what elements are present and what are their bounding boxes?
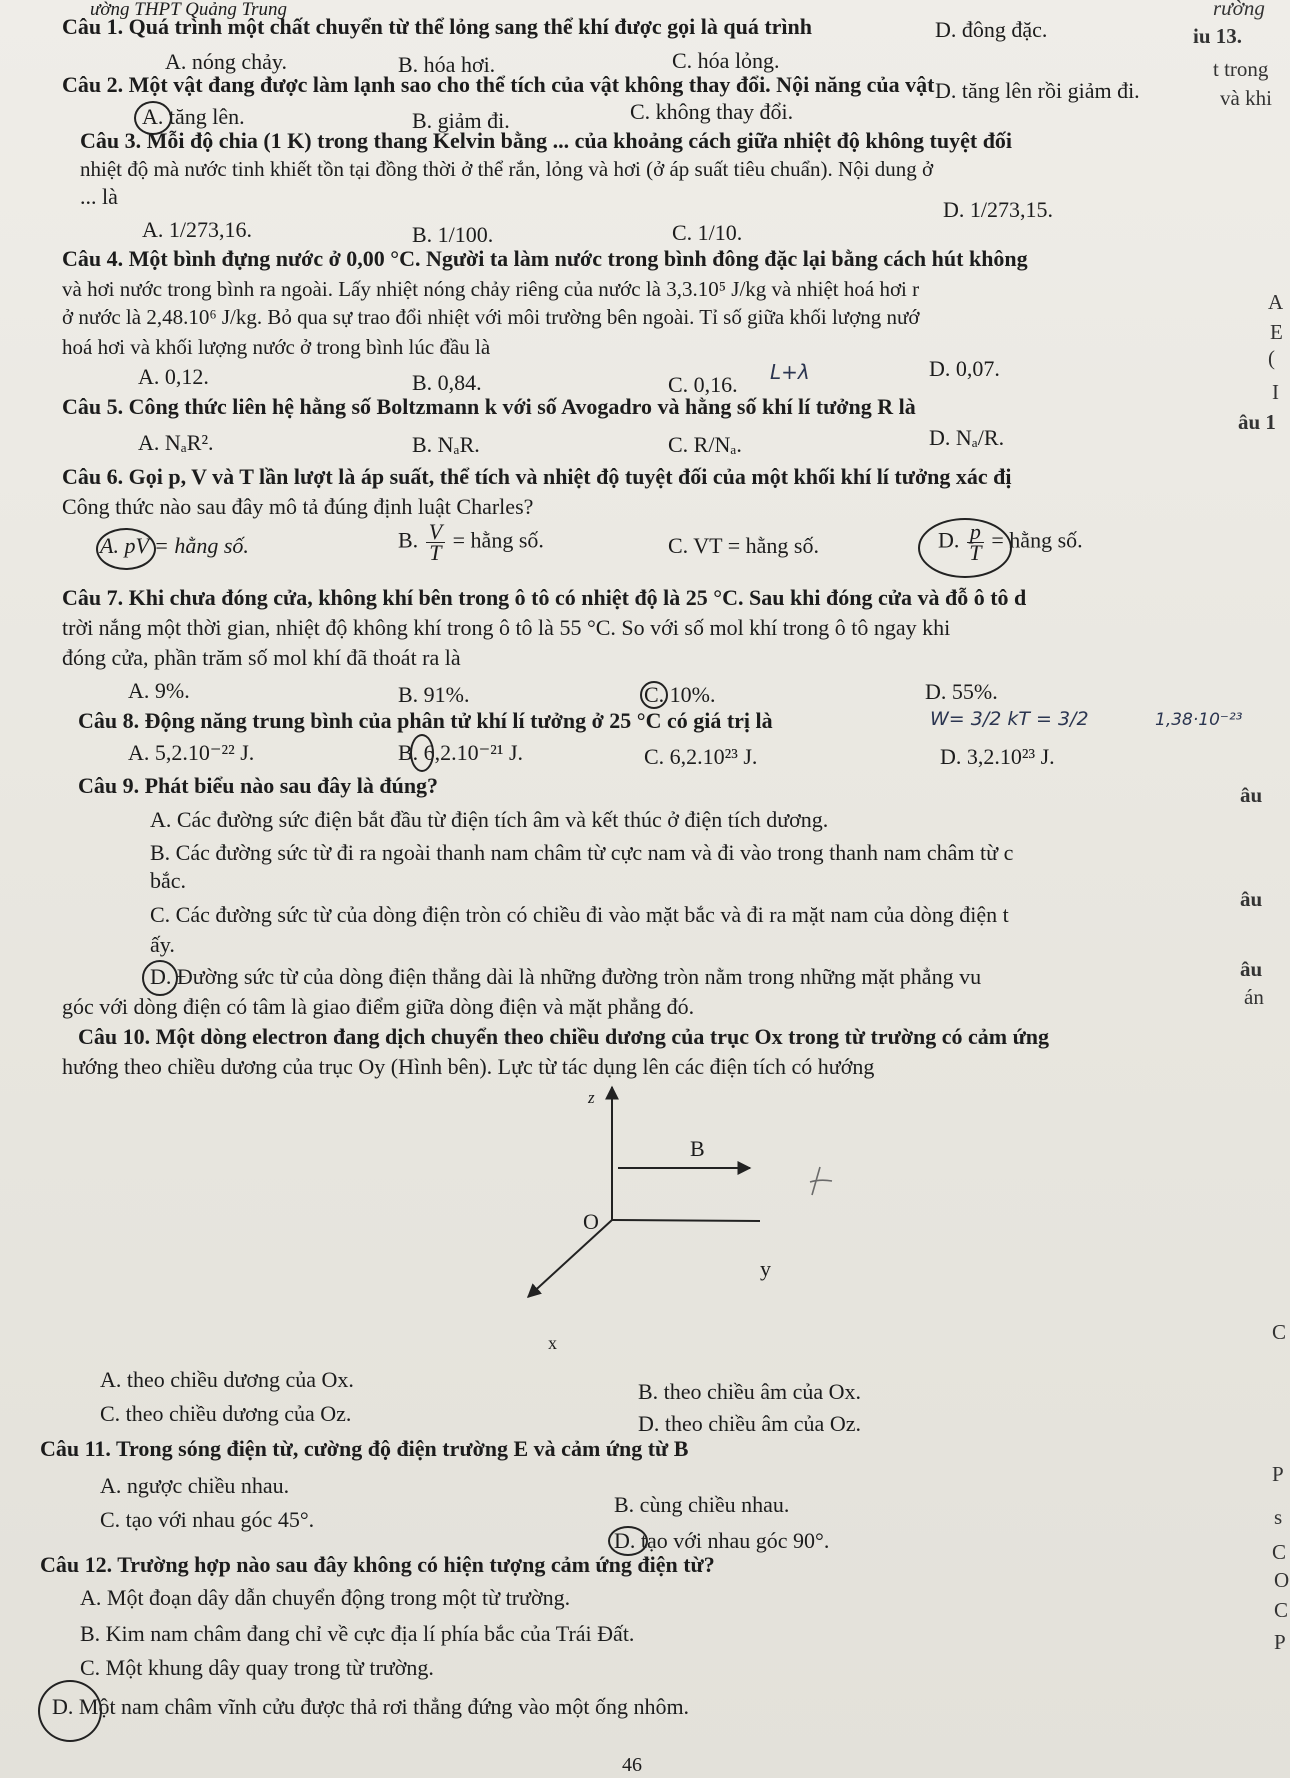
q12-option-a[interactable]: A. Một đoạn dây dẫn chuyển động trong một từ trường. [80,1585,571,1610]
q6-option-b[interactable]: B. $\frac{V}{T}$ = hằng số. [398,519,544,565]
edge-text: P [1272,1462,1284,1486]
edge-text: rường [1213,0,1265,20]
q1-option-c[interactable]: C. hóa lỏng. [672,48,780,73]
edge-text: A [1268,290,1284,314]
fraction-v-over-t: $\frac{V}{T}$ [426,522,445,563]
edge-text: âu [1240,887,1263,911]
question-10: Câu 10. Một dòng electron đang dịch chuyển theo chiều dương của trục Ox trong từ trường có cảm ứng [78,1024,1050,1049]
q8-option-c[interactable]: C. 6,2.10²³ J. [644,744,758,769]
q5-option-b[interactable]: B. NₐR. [412,432,480,457]
edge-text: âu [1240,783,1263,807]
b-field-label: B [690,1136,705,1161]
edge-text: I [1272,380,1279,404]
answer-circle [142,960,178,996]
q4-option-d[interactable]: D. 0,07. [929,356,1000,381]
question-12: Câu 12. Trường hợp nào sau đây không có hiện tượng cảm ứng điện từ? [40,1552,715,1577]
q9-option-b-line-2: bắc. [150,868,187,893]
question-2: Câu 2. Một vật đang được làm lạnh sao cho thể tích của vật không thay đổi. Nội năng của vật [62,72,935,97]
question-4-line-4: hoá hơi và khối lượng nước ở trong bình lúc đầu là [62,335,491,359]
q9-option-d-line-2: góc với dòng điện có tâm là giao điểm giữa dòng điện và mặt phẳng đó. [62,994,695,1019]
question-4-line-3: ở nước là 2,48.10⁶ J/kg. Bỏ qua sự trao đổi nhiệt với môi trường bên ngoài. Tỉ số giữa khối lượng nướ [62,305,920,329]
q8-option-b[interactable]: B. 6,2.10⁻²¹ J. [398,740,524,765]
q11-option-b[interactable]: B. cùng chiều nhau. [614,1492,790,1517]
q12-option-d[interactable]: D. Một nam châm vĩnh cửu được thả rơi thẳng đứng vào một ống nhôm. [52,1694,690,1719]
q10-option-b[interactable]: B. theo chiều âm của Ox. [638,1379,861,1404]
q10-option-c[interactable]: C. theo chiều dương của Oz. [100,1401,352,1426]
edge-text: âu 1 [1238,410,1276,434]
q9-option-d[interactable]: D. Đường sức từ của dòng điện thẳng dài là những đường tròn nằm trong những mặt phẳng vu [150,964,982,989]
q3-option-d[interactable]: D. 1/273,15. [943,197,1053,222]
q2-option-a[interactable]: A. tăng lên. [142,104,245,129]
q4-option-c[interactable]: C. 0,16. [668,372,738,397]
q7-option-d[interactable]: D. 55%. [925,679,998,704]
q1-option-b[interactable]: B. hóa hơi. [398,52,496,77]
fraction-p-over-t: $\frac{p}{T}$ [967,522,984,563]
answer-circle [640,681,668,709]
q10-option-a[interactable]: A. theo chiều dương của Ox. [100,1367,354,1392]
q2-option-d[interactable]: D. tăng lên rồi giảm đi. [935,78,1140,103]
q10-option-d[interactable]: D. theo chiều âm của Oz. [638,1411,861,1436]
q11-option-a[interactable]: A. ngược chiều nhau. [100,1473,290,1498]
edge-text: và khi [1220,86,1272,110]
question-7-line-3: đóng cửa, phần trăm số mol khí đã thoát ra là [62,645,461,670]
edge-text: ( [1268,346,1275,370]
edge-text: iu 13. [1193,24,1243,48]
question-4-line-2: và hơi nước trong bình ra ngoài. Lấy nhiệt nóng chảy riêng của nước là 3,3.10⁵ J/kg và nhiệt hoá hơi r [62,277,920,301]
edge-text: C [1272,1540,1287,1564]
question-7-line-2: trời nắng một thời gian, nhiệt độ không khí trong ô tô là 55 °C. So với số mol khí trong ô tô ngay khi [62,615,951,640]
q5-option-a[interactable]: A. NₐR². [138,430,214,455]
edge-text: C [1274,1598,1289,1622]
q6-option-a[interactable]: A. pV = hằng số. [100,533,249,558]
handwritten-note: W= 3/2 kT = 3/2 [930,708,1089,730]
handwritten-note: 1,38·10⁻²³ [1155,710,1243,730]
question-7: Câu 7. Khi chưa đóng cửa, không khí bên trong ô tô có nhiệt độ là 25 °C. Sau khi đóng cửa và đỗ ô tô d [62,585,1027,610]
handwritten-note: L+λ [770,360,810,384]
edge-text: P [1274,1630,1286,1654]
q3-option-b[interactable]: B. 1/100. [412,222,494,247]
question-3-line-3: ... là [80,184,118,209]
q8-option-d[interactable]: D. 3,2.10²³ J. [940,744,1055,769]
q9-option-a[interactable]: A. Các đường sức điện bắt đầu từ điện tích âm và kết thúc ở điện tích dương. [150,807,829,832]
question-6-line-2: Công thức nào sau đây mô tả đúng định luật Charles? [62,494,534,519]
question-11: Câu 11. Trong sóng điện từ, cường độ điện trường E và cảm ứng từ B [40,1436,689,1461]
q2-option-b[interactable]: B. giảm đi. [412,108,510,133]
q5-option-d[interactable]: D. Nₐ/R. [929,425,1005,450]
origin-label: O [583,1209,599,1234]
edge-text: t trong [1213,57,1269,81]
question-10-line-2: hướng theo chiều dương của trục Oy (Hình bên). Lực từ tác dụng lên các điện tích có hướng [62,1054,875,1079]
q6-option-d[interactable]: D. $\frac{p}{T}$ = hằng số. [938,519,1083,565]
q7-option-b[interactable]: B. 91%. [398,682,470,707]
question-1 [62,14,812,40]
q12-option-b[interactable]: B. Kim nam châm đang chỉ về cực địa lí phía bắc của Trái Đất. [80,1621,635,1646]
question-9: Câu 9. Phát biểu nào sau đây là đúng? [78,773,439,798]
q4-option-b[interactable]: B. 0,84. [412,370,482,395]
edge-text: E [1270,320,1283,344]
x-axis-label: x [548,1333,557,1353]
q3-option-c[interactable]: C. 1/10. [672,220,743,245]
question-8: Câu 8. Động năng trung bình của phân tử khí lí tưởng ở 25 °C có giá trị là [78,708,773,733]
page-number: 46 [622,1754,642,1776]
question-6: Câu 6. Gọi p, V và T lần lượt là áp suất, thể tích và nhiệt độ tuyệt đối của một khối khí lí tưởng xác đị [62,464,1012,489]
edge-text: án [1244,985,1264,1009]
edge-text: âu [1240,957,1263,981]
answer-circle [96,528,156,570]
q3-option-a[interactable]: A. 1/273,16. [142,217,252,242]
answer-circle [38,1680,102,1742]
q7-option-c[interactable]: C. 10%. [644,682,716,707]
q4-option-a[interactable]: A. 0,12. [138,364,209,389]
edge-text: O [1274,1568,1290,1592]
q9-option-c-line-2: ấy. [150,932,175,957]
x-axis [528,1220,612,1297]
q11-option-d[interactable]: D. tạo với nhau góc 90°. [614,1528,830,1553]
q2-option-c[interactable]: C. không thay đổi. [630,99,794,124]
question-4: Câu 4. Một bình đựng nước ở 0,00 °C. Người ta làm nước trong bình đông đặc lại bằng cách hút không [62,246,1028,271]
q5-option-c[interactable]: C. R/Nₐ. [668,432,742,457]
q1-option-d[interactable]: D. đông đặc. [935,17,1048,42]
answer-circle [410,734,434,772]
q9-option-c[interactable]: C. Các đường sức từ của dòng điện tròn có chiều đi vào mặt bắc và đi ra mặt nam của dòng điện t [150,902,1009,927]
question-5: Câu 5. Công thức liên hệ hằng số Boltzmann k với số Avogadro và hằng số khí lí tưởng R là [62,394,916,419]
y-axis [612,1220,760,1221]
school-name: ường THPT Quảng Trung [90,0,288,20]
q9-option-b[interactable]: B. Các đường sức từ đi ra ngoài thanh nam châm từ cực nam và đi vào trong thanh nam châm từ c [150,840,1014,865]
axes-figure [520,1085,860,1355]
q12-option-c[interactable]: C. Một khung dây quay trong từ trường. [80,1655,434,1680]
question-text: Câu 1. Quá trình một chất chuyển từ thể lỏng sang thể khí được gọi là quá trình [62,14,813,39]
question-3-line-2: nhiệt độ mà nước tinh khiết tồn tại đồng thời ở thể rắn, lỏng và hơi (ở áp suất tiêu chuẩn). Nội dung ở [80,157,934,181]
q1-option-a[interactable]: A. nóng chảy. [165,49,287,74]
q7-option-a[interactable]: A. 9%. [128,678,190,703]
question-3: Câu 3. Mỗi độ chia (1 K) trong thang Kelvin bằng ... của khoảng cách giữa nhiệt độ không tuyệt đối [80,128,1013,153]
q6-option-c[interactable]: C. VT = hằng số. [668,533,819,558]
y-axis-label: y [760,1256,771,1281]
answer-circle [918,518,1012,578]
q11-option-c[interactable]: C. tạo với nhau góc 45°. [100,1507,315,1532]
edge-text: C [1272,1320,1287,1344]
pen-mark [810,1167,832,1195]
edge-text: s [1274,1505,1283,1529]
z-axis-label: z [588,1088,595,1107]
q8-option-a[interactable]: A. 5,2.10⁻²² J. [128,740,255,765]
